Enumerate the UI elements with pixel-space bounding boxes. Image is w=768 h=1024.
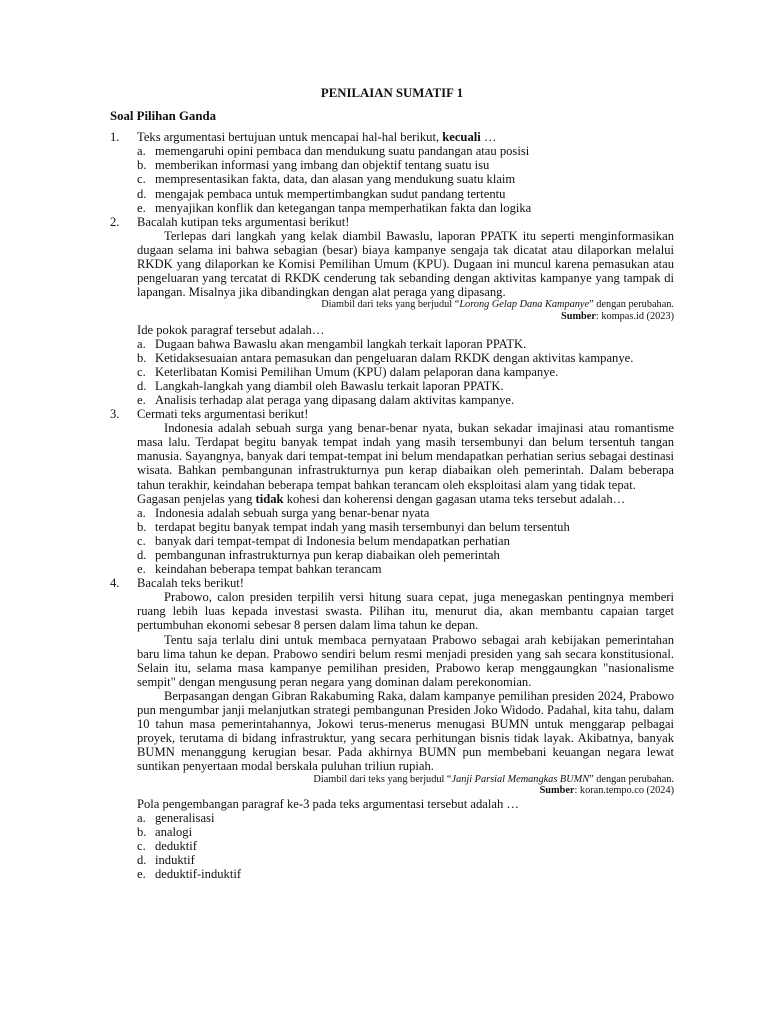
option-a: a. generalisasi bbox=[137, 810, 215, 825]
question-intro: Bacalah kutipan teks argumentasi berikut! bbox=[137, 214, 350, 229]
option-b: b. terdapat begitu banyak tempat indah yang masih tersembunyi dan belum tersentuh bbox=[137, 519, 570, 534]
excerpt-paragraph: Terlepas dari langkah yang kelak diambil Bawaslu, laporan PPATK itu seperti menginformasikan dugaan selama ini bahwa sebagian (besar) biaya kampanye sengaja tak dicatat atau dilaporkan melalui RKDK yang dilaporkan ke Komisi Pemilihan Umum (KPU). Dugaan ini muncul karena pemasukan atau pengeluaran yang tercatat di RKDK cenderung tak sebanding dengan aktivitas kampanye yang tampak di lapangan. Misalnya jika dibandingkan dengan alat peraga yang dipasang. bbox=[137, 228, 674, 300]
option-d: d. induktif bbox=[137, 853, 195, 868]
option-c: c. deduktif bbox=[137, 838, 197, 853]
question-number: 1. bbox=[110, 130, 120, 145]
source-line: Sumber: koran.tempo.co (2024) bbox=[539, 785, 674, 797]
source-line: Sumber: kompas.id (2023) bbox=[561, 310, 674, 322]
option-a: a. Indonesia adalah sebuah surga yang benar-benar nyata bbox=[137, 505, 430, 520]
option-b: b. analogi bbox=[137, 824, 193, 839]
source-citation: Diambil dari teks yang berjudul “Lorong Gelap Dana Kampanye” dengan perubahan. bbox=[321, 299, 674, 311]
option-e: e. Analisis terhadap alat peraga yang dipasang dalam aktivitas kampanye. bbox=[137, 392, 515, 407]
option-a: a. Dugaan bahwa Bawaslu akan mengambil langkah terkait laporan PPATK. bbox=[137, 336, 527, 351]
option-a: a. memengaruhi opini pembaca dan mendukung suatu pandangan atau posisi bbox=[137, 144, 530, 159]
page-title: PENILAIAN SUMATIF 1 bbox=[320, 86, 464, 100]
option-e: e. deduktif-induktif bbox=[137, 867, 242, 882]
option-b: b. memberikan informasi yang imbang dan objektif tentang suatu isu bbox=[137, 158, 490, 173]
question-1 bbox=[110, 130, 674, 215]
question-text: Gagasan penjelas yang tidak kohesi dan koherensi dengan gagasan utama teks tersebut adalah… bbox=[137, 491, 626, 506]
question-stem: Teks argumentasi bertujuan untuk mencapai hal-hal berikut, kecuali … bbox=[137, 130, 497, 145]
question-4 bbox=[110, 576, 674, 881]
option-b: b. Ketidaksesuaian antara pemasukan dan pengeluaran dalam RKDK dengan aktivitas kampanye. bbox=[137, 350, 634, 365]
question-number: 3. bbox=[110, 407, 120, 422]
option-e: e. keindahan beberapa tempat bahkan terancam bbox=[137, 562, 382, 577]
excerpt-paragraph-3: Berpasangan dengan Gibran Rakabuming Raka, dalam kampanye pemilihan presiden 2024, Prabowo pun mengumbar janji melanjutkan strategi pembangunan Presiden Joko Widodo. Padahal, kita tahu, dalam 10 tahun masa pemerintahannya, Jokowi terus-menerus menugasi BUMN untuk menggarap pelbagai proyek, terutama di bidang infrastruktur, yang secara perhitungan bisnis tidak layak. Akibatnya, banyak BUMN menanggung kerugian besar. Pada akhirnya BUMN pun membebani keuangan negara lewat suntikan penyertaan modal berskala puluhan triliun rupiah. bbox=[137, 688, 674, 774]
option-e: e. menyajikan konflik dan ketegangan tanpa memperhatikan fakta dan logika bbox=[137, 200, 532, 215]
question-2 bbox=[110, 215, 674, 407]
question-intro: Bacalah teks berikut! bbox=[137, 576, 245, 591]
question-intro: Cermati teks argumentasi berikut! bbox=[137, 407, 309, 422]
section-heading: Soal Pilihan Ganda bbox=[110, 109, 216, 124]
option-c: c. mempresentasikan fakta, data, dan alasan yang mendukung suatu klaim bbox=[137, 172, 516, 187]
excerpt-paragraph: Indonesia adalah sebuah surga yang benar-benar nyata, bukan sekadar imajinasi atau romantisme masa lalu. Terdapat begitu banyak tempat indah yang masih tersembunyi dan belum tersentuh tangan manusia. Sayangnya, banyak dari tempat-tempat ini belum mendapatkan perhatian serius sebagai destinasi wisata. Bahkan pembangunan infrastrukturnya pun kerap diabaikan oleh pemerintah. Dalam beberapa tahun terakhir, keindahan beberapa tempat bahkan terancam oleh eksploitasi alam yang tidak tepat. bbox=[137, 421, 674, 492]
question-number: 2. bbox=[110, 214, 120, 229]
option-d: d. mengajak pembaca untuk mempertimbangkan sudut pandang tertentu bbox=[137, 186, 506, 201]
source-citation: Diambil dari teks yang berjudul “Janji Parsial Memangkas BUMN” dengan perubahan. bbox=[313, 773, 674, 785]
emphasis-word: tidak bbox=[255, 491, 284, 506]
document-page bbox=[110, 86, 674, 881]
option-d: d. Langkah-langkah yang diambil oleh Bawaslu terkait laporan PPATK. bbox=[137, 378, 504, 393]
option-c: c. Keterlibatan Komisi Pemilihan Umum (KPU) dalam pelaporan dana kampanye. bbox=[137, 364, 559, 379]
option-c: c. banyak dari tempat-tempat di Indonesia belum mendapatkan perhatian bbox=[137, 533, 510, 548]
question-text: Ide pokok paragraf tersebut adalah… bbox=[137, 322, 325, 337]
excerpt-paragraph-1: Prabowo, calon presiden terpilih versi hitung suara cepat, juga menegaskan pentingnya memberi ruang lebih luas kepada investasi swasta. Pilihan itu, menurut dia, akan membantu capaian target pertumbuhan ekonomi sebesar 8 persen dalam lima tahun ke depan. bbox=[137, 590, 674, 633]
option-d: d. pembangunan infrastrukturnya pun kerap diabaikan oleh pemerintah bbox=[137, 548, 500, 562]
question-number: 4. bbox=[110, 576, 120, 591]
excerpt-paragraph-2: Tentu saja terlalu dini untuk membaca pernyataan Prabowo sebagai arah kebijakan pemerintahan baru lima tahun ke depan. Prabowo sendiri belum resmi menjadi presiden yang sah secara konstitusional. Selain itu, selama masa kampanye pemilihan presiden, Prabowo kerap menggaungkan "nasionalisme sempit" dengan mengusung peran negara yang dominan dalam perekonomian. bbox=[137, 632, 674, 689]
question-3 bbox=[110, 407, 674, 576]
question-text: Pola pengembangan paragraf ke-3 pada teks argumentasi tersebut adalah … bbox=[137, 796, 519, 811]
emphasis-word: kecuali bbox=[442, 130, 481, 145]
